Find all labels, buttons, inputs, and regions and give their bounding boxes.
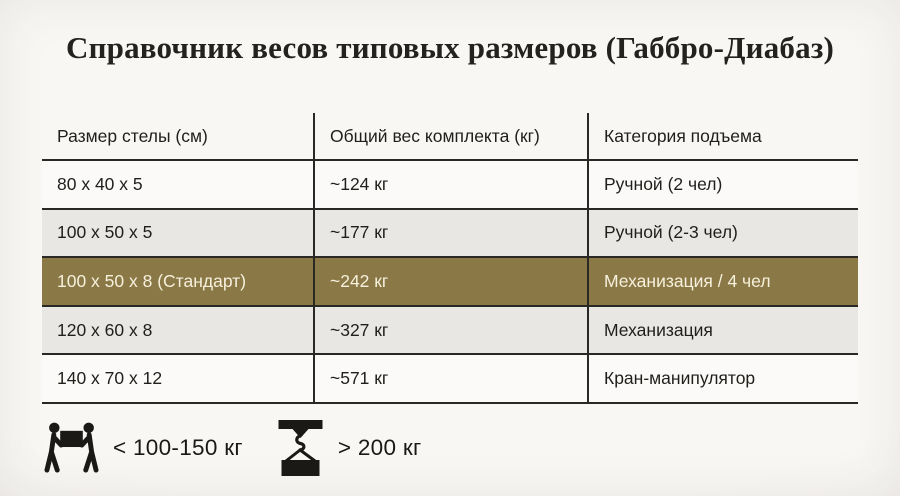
cell-size: 100 x 50 x 8 (Стандарт) (57, 270, 247, 291)
cell-size: 100 x 50 x 5 (57, 222, 153, 243)
table-row-highlighted-standard (42, 258, 858, 307)
table-row (42, 307, 858, 356)
page-title: Справочник весов типовых размеров (Габбро-Диабаз) (65, 30, 834, 65)
table-row (42, 161, 858, 210)
legend-item-crane-lift (277, 420, 422, 476)
table-header-row (42, 113, 858, 161)
cell-weight: ~242 кг (313, 258, 587, 305)
cell-weight: ~571 кг (313, 355, 587, 402)
header-weight: Общий вес комплекта (кг) (313, 113, 587, 159)
cell-category: Ручной (2 чел) (587, 161, 858, 208)
cell-weight: ~177 кг (313, 210, 587, 257)
cell-category: Кран-манипулятор (587, 355, 858, 402)
legend (44, 420, 422, 476)
legend-item-manual-carry (44, 421, 243, 475)
cell-category: Ручной (2-3 чел) (587, 210, 858, 257)
two-person-carry-icon (44, 421, 99, 475)
table-row (42, 355, 858, 404)
legend-label-crane-weight: > 200 кг (337, 435, 422, 460)
cell-category: Механизация / 4 чел (587, 258, 858, 305)
cell-size: 80 x 40 x 5 (57, 173, 143, 194)
header-size: Размер стелы (см) (57, 125, 208, 146)
crane-hook-icon (277, 420, 324, 476)
cell-category: Механизация (587, 307, 858, 354)
cell-size: 140 x 70 x 12 (57, 368, 163, 389)
cell-size: 120 x 60 x 8 (57, 319, 153, 340)
cell-weight: ~327 кг (313, 307, 587, 354)
header-category: Категория подъема (587, 113, 858, 159)
legend-label-manual-weight: < 100-150 кг (113, 435, 243, 460)
cell-weight: ~124 кг (313, 161, 587, 208)
table-row (42, 210, 858, 259)
weight-reference-table (42, 113, 858, 404)
